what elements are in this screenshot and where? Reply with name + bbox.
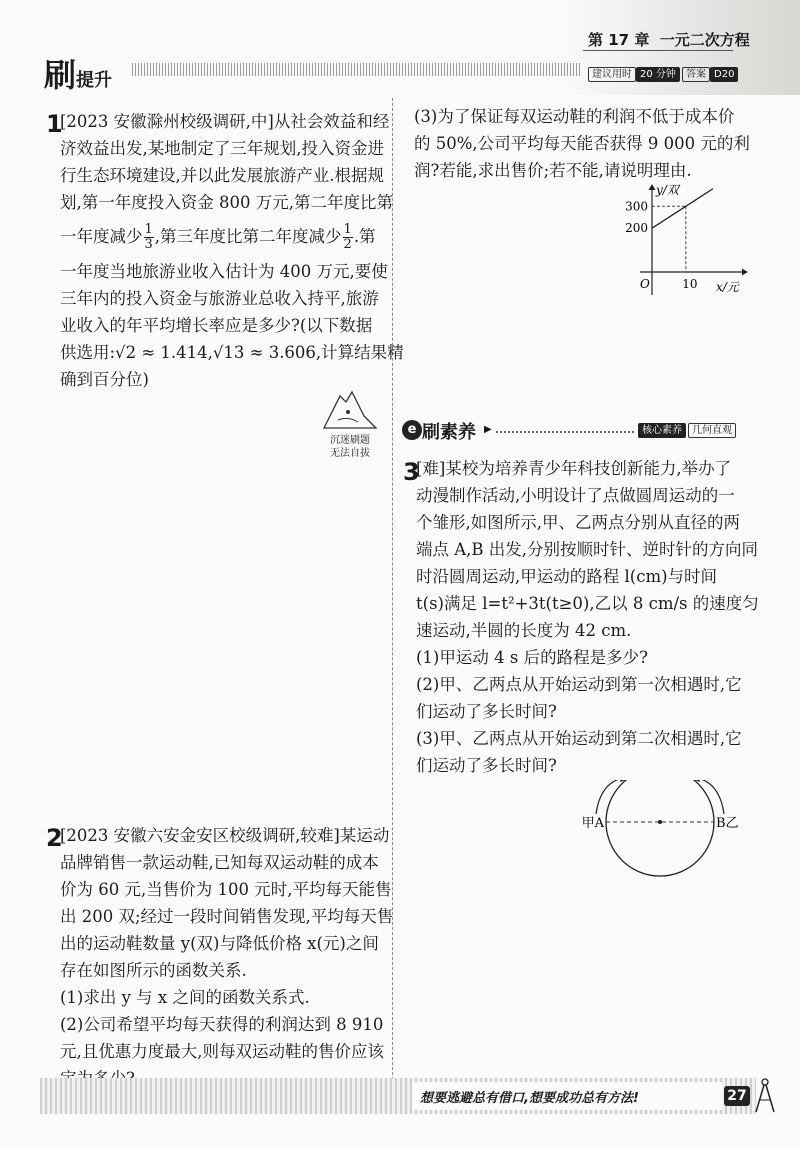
fraction-one-half: $\frac{1}{2}$ <box>343 222 352 252</box>
stamp-line-2: 无法自拔 <box>330 448 370 459</box>
q2-line: 元,且优惠力度最大,则每双运动鞋的售价应该 <box>60 1042 384 1061</box>
q1-line: [2023 安徽滁州校级调研,中]从社会效益和经 <box>60 112 390 131</box>
q3-line: 们运动了多长时间? <box>416 702 557 721</box>
q2-line: (2)公司希望平均每天获得的利润达到 8 910 <box>60 1015 384 1034</box>
x-axis-label: x/元 <box>716 280 739 294</box>
question-2-part-3 <box>414 103 754 184</box>
q2-p3-line: 的 50%,公司平均每天能否获得 9 000 元的利 <box>414 134 750 153</box>
section-tag-geometry: 几何直观 <box>688 423 736 438</box>
q3-line: (3)甲、乙两点从开始运动到第二次相遇时,它 <box>416 729 742 748</box>
q2-line: 价为 60 元,当售价为 100 元时,平均每天能售 <box>60 880 392 899</box>
q2-line: [2023 安徽六安金安区校级调研,较难]某运动 <box>60 826 390 845</box>
header-rule <box>583 50 733 51</box>
brand-logo <box>44 50 112 96</box>
y-axis-label: y/双 <box>656 183 679 197</box>
question-3 <box>416 455 759 779</box>
compass-icon <box>752 1076 778 1116</box>
question-1 <box>60 108 404 393</box>
label-jia-a: 甲A <box>581 816 604 831</box>
q3-line: (1)甲运动 4 s 后的路程是多少? <box>416 648 648 667</box>
y-axis-arrow-icon <box>649 184 656 190</box>
q1-line-fractions: 一年度减少 $\frac{1}{3}$ ,第三年度比第二年度减少 $\frac{1}{2}$ .第 <box>60 222 376 252</box>
chapter-number: 第 17 章 <box>588 31 650 49</box>
page-number: 27 <box>724 1086 750 1106</box>
q3-line: 个雏形,如图所示,甲、乙两点分别从直径的两 <box>416 513 740 532</box>
header-stripes <box>132 63 582 76</box>
q3-line: 速运动,半圆的长度为 42 cm. <box>416 621 632 640</box>
mascot-stamp <box>318 388 382 470</box>
origin-label: O <box>640 277 650 291</box>
time-label: 建议用时 <box>588 67 636 82</box>
q2-line: 品牌销售一款运动鞋,已知每双运动鞋的成本 <box>60 853 379 872</box>
q1-line: 确到百分位) <box>60 370 149 389</box>
q2-line: (1)求出 y 与 x 之间的函数关系式. <box>60 988 310 1007</box>
section-title: 刷素养 <box>422 422 476 443</box>
section-arrow-icon: ▶ <box>484 424 492 435</box>
circle-motion-diagram <box>572 780 752 890</box>
q2-line: 出的运动鞋数量 y(双)与降低价格 x(元)之间 <box>60 934 379 953</box>
q3-line: t(s)满足 l=t²+3t(t≥0),乙以 8 cm/s 的速度匀 <box>416 594 759 613</box>
question-number-1: 1 <box>46 110 63 138</box>
price-quantity-chart <box>620 180 750 300</box>
question-2 <box>60 822 394 1092</box>
q3-line: (2)甲、乙两点从开始运动到第一次相遇时,它 <box>416 675 742 694</box>
section-tag-core: 核心素养 <box>638 423 686 438</box>
q1-line: 济效益出发,某地制定了三年规划,投入资金进 <box>60 139 384 158</box>
q1-line: 三年内的投入资金与旅游业总收入持平,旅游 <box>60 289 379 308</box>
q1-line: 一年度当地旅游业收入估计为 400 万元,要使 <box>60 262 388 281</box>
mountain-mascot-icon <box>318 388 382 430</box>
x-tick-label: 10 <box>682 277 698 291</box>
section-header <box>402 420 742 444</box>
q3-line: 时沿圆周运动,甲运动的路程 l(cm)与时间 <box>416 567 718 586</box>
brand-small: 提升 <box>76 70 113 91</box>
question-number-3: 3 <box>403 458 420 486</box>
chapter-heading <box>588 29 750 50</box>
question-number-2: 2 <box>46 824 63 852</box>
e-brand-icon: e <box>402 420 422 440</box>
section-dotted-rule <box>496 431 634 433</box>
answer-ref <box>682 62 738 82</box>
footer-slogan: 想要逃避总有借口,想要成功总有方法! <box>420 1091 639 1106</box>
q3-line: 动漫制作活动,小明设计了点做圆周运动的一 <box>416 486 735 505</box>
fraction-one-third: $\frac{1}{3}$ <box>144 222 153 252</box>
y-tick-label: 200 <box>625 221 648 236</box>
q1-line: 供选用:√2 ≈ 1.414,√13 ≈ 3.606,计算结果精 <box>60 343 404 362</box>
circle <box>606 780 714 876</box>
q2-line: 出 200 双;经过一段时间销售发现,平均每天售 <box>60 907 394 926</box>
time-value: 20 分钟 <box>636 67 680 82</box>
q2-p3-line: 润?若能,求出售价;若不能,请说明理由. <box>414 161 692 180</box>
time-recommend <box>588 62 680 82</box>
label-b-yi: B乙 <box>716 816 739 831</box>
brand-big: 刷 <box>44 56 77 94</box>
column-divider <box>392 98 394 1080</box>
q2-line: 存在如图所示的函数关系. <box>60 961 247 980</box>
y-tick-label: 300 <box>625 199 648 214</box>
chapter-title: 一元二次方程 <box>659 31 750 49</box>
q3-line: 们运动了多长时间? <box>416 756 557 775</box>
q1-line: 划,第一年度投入资金 800 万元,第二年度比第 <box>60 193 393 212</box>
answer-label: 答案 <box>682 67 710 82</box>
q2-p3-line: (3)为了保证每双运动鞋的利润不低于成本价 <box>414 107 735 126</box>
center-point <box>658 820 662 824</box>
counterclockwise-arrow-icon <box>698 780 724 814</box>
answer-value: D20 <box>710 67 738 82</box>
clockwise-arrow-icon <box>596 780 622 814</box>
q1-line: 业收入的年平均增长率应是多少?(以下数据 <box>60 316 373 335</box>
q1-line: 行生态环境建设,并以此发展旅游产业.根据规 <box>60 166 384 185</box>
x-axis-arrow-icon <box>742 269 748 276</box>
q3-line: [难]某校为培养青少年科技创新能力,举办了 <box>416 459 732 478</box>
stamp-line-1: 沉迷刷题 <box>330 435 370 446</box>
q3-line: 端点 A,B 出发,分别按顺时针、逆时针的方向同 <box>416 540 759 559</box>
